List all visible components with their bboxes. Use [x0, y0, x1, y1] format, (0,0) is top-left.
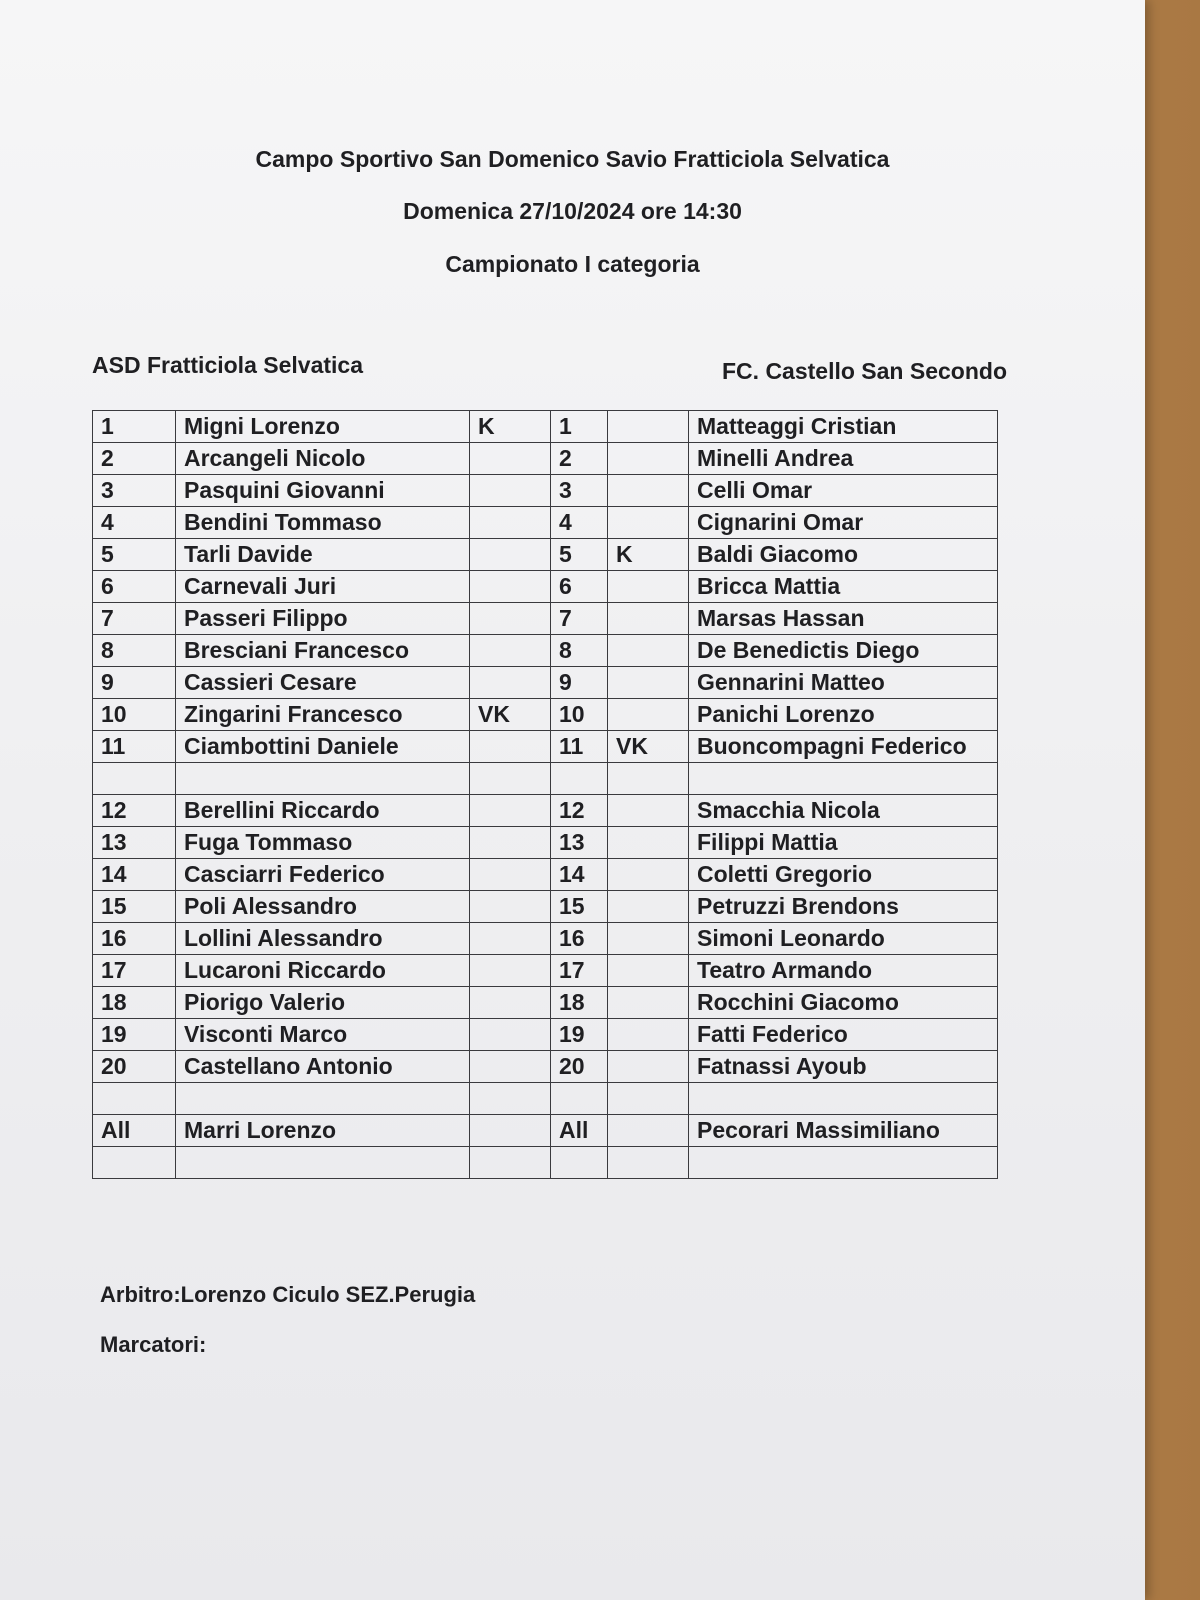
home-role-cell: [470, 827, 551, 859]
home-player-name: Arcangeli Nicolo: [176, 443, 470, 475]
home-role-cell: [470, 1051, 551, 1083]
referee-line: Arbitro:Lorenzo Ciculo SEZ.Perugia: [100, 1282, 476, 1307]
away-number-cell: 12: [551, 795, 608, 827]
table-row: [93, 475, 998, 507]
venue-title: Campo Sportivo San Domenico Savio Fratticiola Selvatica: [255, 146, 890, 172]
away-player-name: Simoni Leonardo: [689, 923, 998, 955]
away-role-cell: [608, 827, 689, 859]
home-number-cell: 6: [93, 571, 176, 603]
away-role-cell: VK: [608, 731, 689, 763]
home-player-name: Piorigo Valerio: [176, 987, 470, 1019]
table-row: [93, 955, 998, 987]
away-role-cell: [608, 1019, 689, 1051]
home-player-name: Lucaroni Riccardo: [176, 955, 470, 987]
away-number-cell: 16: [551, 923, 608, 955]
away-number-cell: [551, 1083, 608, 1115]
home-number-cell: 18: [93, 987, 176, 1019]
table-row: [93, 987, 998, 1019]
away-number-cell: 18: [551, 987, 608, 1019]
home-number-cell: 20: [93, 1051, 176, 1083]
home-role-cell: [470, 955, 551, 987]
home-player-name: [176, 1083, 470, 1115]
home-number-cell: 4: [93, 507, 176, 539]
away-player-name: Fatti Federico: [689, 1019, 998, 1051]
away-number-cell: 20: [551, 1051, 608, 1083]
home-role-cell: [470, 1019, 551, 1051]
home-number-cell: 5: [93, 539, 176, 571]
home-player-name: Poli Alessandro: [176, 891, 470, 923]
away-player-name: De Benedictis Diego: [689, 635, 998, 667]
away-role-cell: [608, 923, 689, 955]
away-player-name: Teatro Armando: [689, 955, 998, 987]
home-number-cell: 3: [93, 475, 176, 507]
away-role-cell: [608, 891, 689, 923]
away-number-cell: 1: [551, 411, 608, 443]
away-player-name: Cignarini Omar: [689, 507, 998, 539]
home-player-name: Visconti Marco: [176, 1019, 470, 1051]
home-number-cell: [93, 763, 176, 795]
away-number-cell: 5: [551, 539, 608, 571]
away-team-name: FC. Castello San Secondo: [722, 358, 1007, 384]
home-role-cell: VK: [470, 699, 551, 731]
table-row: [93, 507, 998, 539]
away-player-name: Minelli Andrea: [689, 443, 998, 475]
table-row: [93, 1019, 998, 1051]
away-number-cell: [551, 763, 608, 795]
home-player-name: Pasquini Giovanni: [176, 475, 470, 507]
home-number-cell: 10: [93, 699, 176, 731]
away-role-cell: [608, 635, 689, 667]
away-number-cell: [551, 1147, 608, 1179]
home-player-name: Castellano Antonio: [176, 1051, 470, 1083]
competition: Campionato I categoria: [445, 251, 700, 277]
home-number-cell: All: [93, 1115, 176, 1147]
date-time: Domenica 27/10/2024 ore 14:30: [403, 198, 742, 224]
table-row: [93, 539, 998, 571]
home-number-cell: 19: [93, 1019, 176, 1051]
home-role-cell: [470, 731, 551, 763]
away-role-cell: [608, 1147, 689, 1179]
home-role-cell: [470, 1115, 551, 1147]
home-number-cell: 7: [93, 603, 176, 635]
home-player-name: Tarli Davide: [176, 539, 470, 571]
home-role-cell: [470, 603, 551, 635]
away-role-cell: [608, 571, 689, 603]
away-player-name: [689, 763, 998, 795]
home-role-cell: [470, 539, 551, 571]
table-row: [93, 667, 998, 699]
home-number-cell: 8: [93, 635, 176, 667]
table-row: [93, 443, 998, 475]
away-number-cell: 3: [551, 475, 608, 507]
away-role-cell: [608, 443, 689, 475]
home-role-cell: [470, 763, 551, 795]
away-role-cell: [608, 699, 689, 731]
table-row: [93, 891, 998, 923]
roster-table: [92, 410, 998, 1179]
away-player-name: Fatnassi Ayoub: [689, 1051, 998, 1083]
away-player-name: Gennarini Matteo: [689, 667, 998, 699]
home-role-cell: [470, 891, 551, 923]
table-row: [93, 763, 998, 795]
home-number-cell: 14: [93, 859, 176, 891]
table-row: [93, 1115, 998, 1147]
home-number-cell: 15: [93, 891, 176, 923]
away-player-name: Petruzzi Brendons: [689, 891, 998, 923]
home-team-name: ASD Fratticiola Selvatica: [92, 352, 363, 378]
away-number-cell: 17: [551, 955, 608, 987]
away-player-name: Celli Omar: [689, 475, 998, 507]
home-role-cell: [470, 443, 551, 475]
away-player-name: Pecorari Massimiliano: [689, 1115, 998, 1147]
home-number-cell: 16: [93, 923, 176, 955]
away-player-name: Rocchini Giacomo: [689, 987, 998, 1019]
table-row: [93, 411, 998, 443]
home-number-cell: 13: [93, 827, 176, 859]
home-role-cell: [470, 1147, 551, 1179]
away-role-cell: K: [608, 539, 689, 571]
away-role-cell: [608, 507, 689, 539]
away-role-cell: [608, 603, 689, 635]
home-player-name: Carnevali Juri: [176, 571, 470, 603]
table-row: [93, 1147, 998, 1179]
home-role-cell: [470, 475, 551, 507]
home-number-cell: [93, 1147, 176, 1179]
away-number-cell: 14: [551, 859, 608, 891]
home-number-cell: 1: [93, 411, 176, 443]
away-number-cell: 7: [551, 603, 608, 635]
away-number-cell: 19: [551, 1019, 608, 1051]
away-player-name: Filippi Mattia: [689, 827, 998, 859]
away-number-cell: 4: [551, 507, 608, 539]
home-role-cell: [470, 795, 551, 827]
home-player-name: Lollini Alessandro: [176, 923, 470, 955]
table-row: [93, 827, 998, 859]
home-player-name: [176, 763, 470, 795]
away-role-cell: [608, 763, 689, 795]
away-number-cell: 10: [551, 699, 608, 731]
home-role-cell: [470, 923, 551, 955]
home-player-name: Berellini Riccardo: [176, 795, 470, 827]
home-player-name: Bresciani Francesco: [176, 635, 470, 667]
home-player-name: Bendini Tommaso: [176, 507, 470, 539]
away-role-cell: [608, 987, 689, 1019]
home-player-name: Ciambottini Daniele: [176, 731, 470, 763]
away-player-name: Buoncompagni Federico: [689, 731, 998, 763]
table-row: [93, 635, 998, 667]
home-role-cell: [470, 571, 551, 603]
away-role-cell: [608, 475, 689, 507]
away-player-name: [689, 1083, 998, 1115]
table-row: [93, 795, 998, 827]
away-role-cell: [608, 859, 689, 891]
away-role-cell: [608, 1115, 689, 1147]
table-row: [93, 603, 998, 635]
home-role-cell: [470, 635, 551, 667]
away-number-cell: 13: [551, 827, 608, 859]
away-player-name: Marsas Hassan: [689, 603, 998, 635]
home-number-cell: 12: [93, 795, 176, 827]
away-role-cell: [608, 411, 689, 443]
home-player-name: Passeri Filippo: [176, 603, 470, 635]
home-player-name: Migni Lorenzo: [176, 411, 470, 443]
home-player-name: Cassieri Cesare: [176, 667, 470, 699]
table-row: [93, 571, 998, 603]
away-role-cell: [608, 1051, 689, 1083]
home-player-name: Casciarri Federico: [176, 859, 470, 891]
table-row: [93, 731, 998, 763]
home-number-cell: 9: [93, 667, 176, 699]
away-role-cell: [608, 795, 689, 827]
table-row: [93, 1083, 998, 1115]
table-row: [93, 859, 998, 891]
home-number-cell: 2: [93, 443, 176, 475]
home-role-cell: [470, 859, 551, 891]
home-number-cell: 11: [93, 731, 176, 763]
away-number-cell: 8: [551, 635, 608, 667]
home-number-cell: 17: [93, 955, 176, 987]
away-number-cell: All: [551, 1115, 608, 1147]
away-player-name: Smacchia Nicola: [689, 795, 998, 827]
table-row: [93, 1051, 998, 1083]
home-player-name: Zingarini Francesco: [176, 699, 470, 731]
away-player-name: Baldi Giacomo: [689, 539, 998, 571]
away-number-cell: 11: [551, 731, 608, 763]
home-role-cell: [470, 507, 551, 539]
away-number-cell: 2: [551, 443, 608, 475]
away-player-name: Bricca Mattia: [689, 571, 998, 603]
away-number-cell: 6: [551, 571, 608, 603]
home-player-name: [176, 1147, 470, 1179]
away-player-name: [689, 1147, 998, 1179]
away-player-name: Panichi Lorenzo: [689, 699, 998, 731]
home-role-cell: [470, 667, 551, 699]
away-role-cell: [608, 1083, 689, 1115]
table-row: [93, 699, 998, 731]
away-player-name: Matteaggi Cristian: [689, 411, 998, 443]
away-player-name: Coletti Gregorio: [689, 859, 998, 891]
away-number-cell: 15: [551, 891, 608, 923]
home-role-cell: K: [470, 411, 551, 443]
away-number-cell: 9: [551, 667, 608, 699]
home-role-cell: [470, 987, 551, 1019]
home-player-name: Fuga Tommaso: [176, 827, 470, 859]
scorers-label: Marcatori:: [100, 1332, 207, 1357]
away-role-cell: [608, 955, 689, 987]
table-row: [93, 923, 998, 955]
away-role-cell: [608, 667, 689, 699]
home-role-cell: [470, 1083, 551, 1115]
home-number-cell: [93, 1083, 176, 1115]
home-player-name: Marri Lorenzo: [176, 1115, 470, 1147]
